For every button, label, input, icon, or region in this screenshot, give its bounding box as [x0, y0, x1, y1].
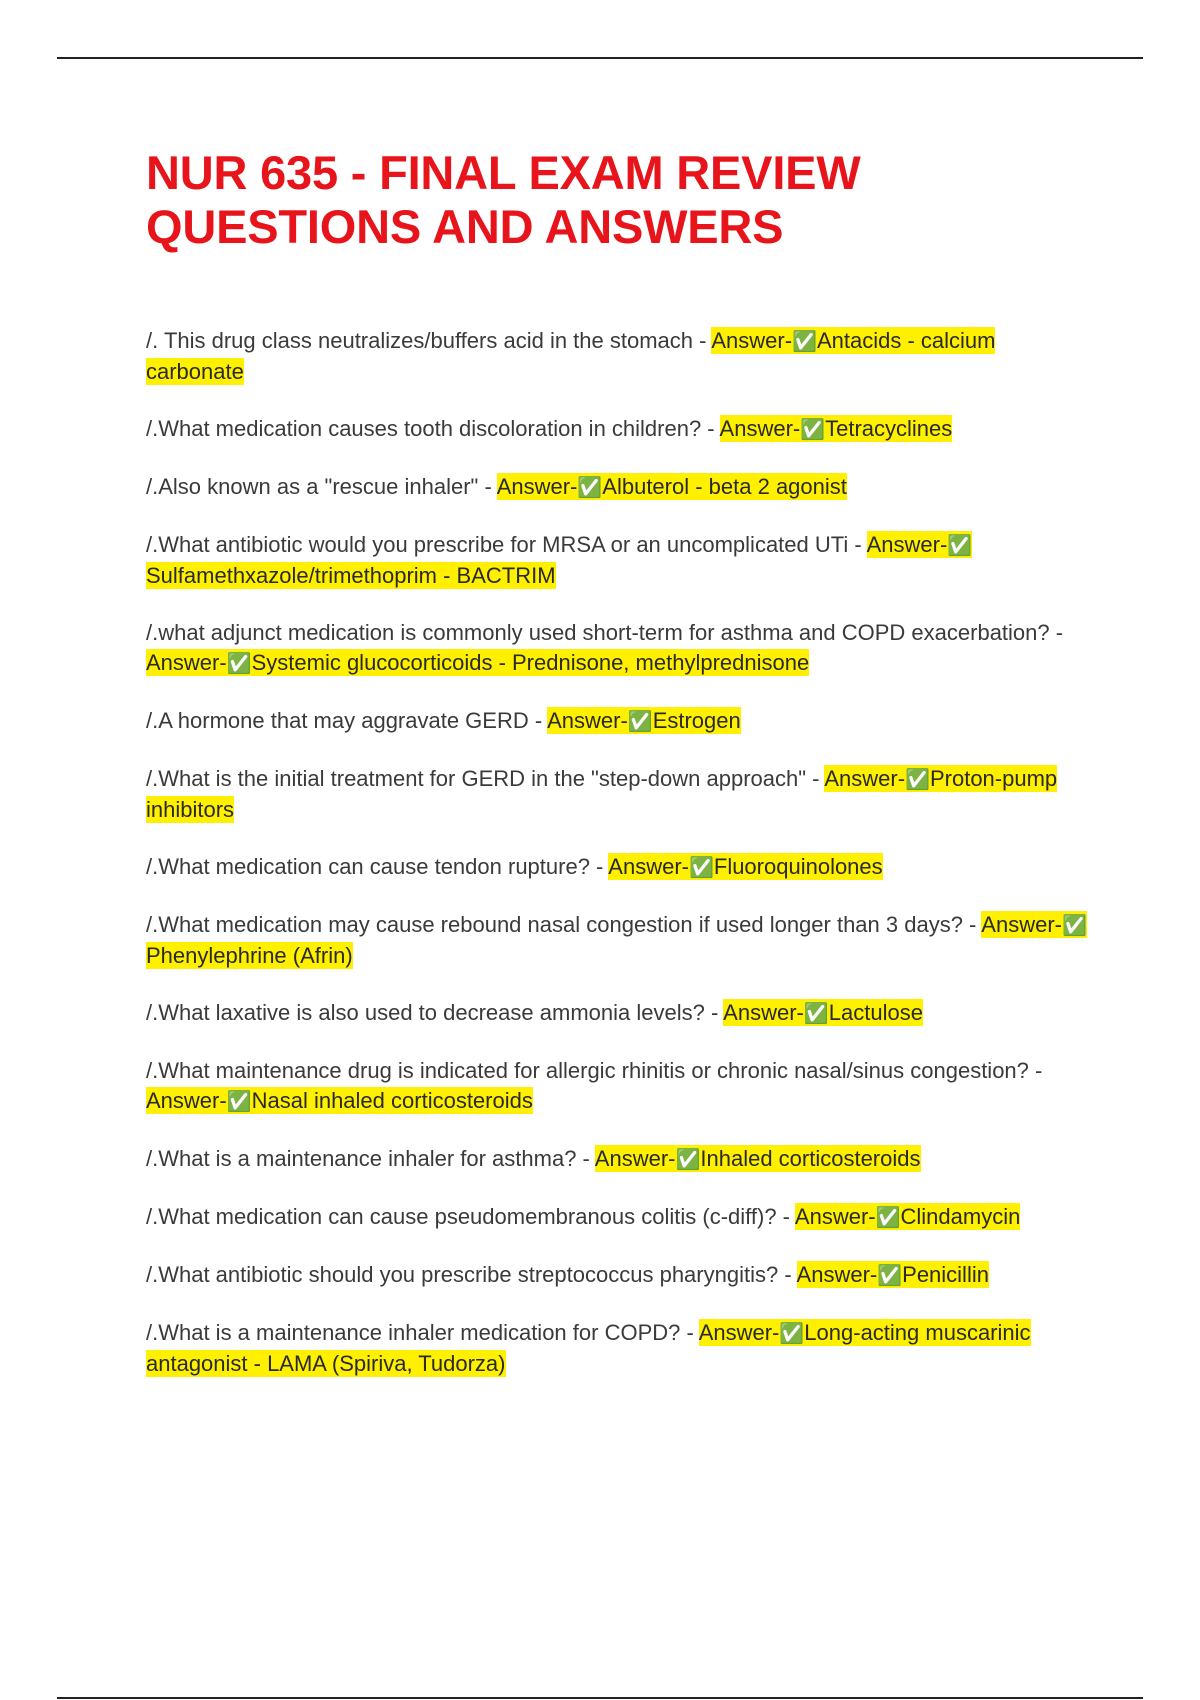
answer-text: Lactulose: [828, 1000, 923, 1025]
question-text: /.What maintenance drug is indicated for allergic rhinitis or chronic nasal/sinus congestion? -: [146, 1058, 1043, 1083]
question-text: /.What is a maintenance inhaler medication for COPD? -: [146, 1320, 699, 1345]
checkmark-icon: ✅: [779, 1323, 805, 1345]
question-text: /.What antibiotic should you prescribe streptococcus pharyngitis? -: [146, 1262, 797, 1287]
qa-item: [146, 910, 1096, 971]
qa-item: [146, 998, 1096, 1029]
qa-item: [146, 1260, 1096, 1291]
answer-text: Systemic glucocorticoids - Prednisone, methylprednisone: [251, 650, 810, 675]
answer-prefix: Answer-: [723, 1000, 804, 1025]
question-text: /.What is the initial treatment for GERD in the "step-down approach" -: [146, 766, 825, 791]
answer-text: Clindamycin: [900, 1204, 1021, 1229]
answer-text: Penicillin: [902, 1262, 989, 1287]
checkmark-icon: ✅: [947, 535, 973, 557]
answer-prefix: Answer-: [547, 708, 628, 733]
question-text: /.Also known as a "rescue inhaler" -: [146, 474, 497, 499]
question-text: /.What is a maintenance inhaler for asthma? -: [146, 1146, 595, 1171]
answer-text: Nasal inhaled corticosteroids: [251, 1088, 533, 1113]
answer-prefix: Answer-: [866, 532, 948, 557]
answer-highlight: [720, 415, 953, 442]
answer-highlight: [608, 853, 882, 880]
question-text: /.What medication may cause rebound nasal congestion if used longer than 3 days? -: [146, 912, 982, 937]
answer-highlight: [723, 999, 923, 1026]
question-text: /.What medication can cause pseudomembranous colitis (c-diff)? -: [146, 1204, 795, 1229]
question-text: /.What medication causes tooth discoloration in children? -: [146, 416, 720, 441]
checkmark-icon: ✅: [226, 1091, 252, 1113]
answer-text: Fluoroquinolones: [713, 854, 883, 879]
document-title: [146, 146, 1096, 254]
answer-prefix: Answer-: [594, 1146, 676, 1171]
qa-item: [146, 1056, 1096, 1117]
answer-prefix: Answer-: [981, 912, 1062, 937]
answer-prefix: Answer-: [496, 474, 578, 499]
qa-item: [146, 326, 1096, 387]
answer-prefix: Answer-: [794, 1204, 876, 1229]
qa-item: [146, 530, 1096, 591]
answer-text: Long-acting muscarinic antagonist - LAMA (Spiriva, Tudorza): [146, 1320, 1031, 1376]
top-divider: [57, 57, 1143, 59]
checkmark-icon: ✅: [1061, 915, 1087, 937]
checkmark-icon: ✅: [688, 857, 714, 879]
answer-prefix: Answer-: [146, 1088, 227, 1113]
answer-text: Estrogen: [652, 708, 741, 733]
question-text: /.What laxative is also used to decrease ammonia levels? -: [146, 1000, 724, 1025]
answer-highlight: [146, 649, 809, 676]
answer-highlight: [497, 473, 847, 500]
qa-item: [146, 1144, 1096, 1175]
answer-text: Tetracyclines: [825, 416, 953, 441]
answer-text: Inhaled corticosteroids: [700, 1146, 921, 1171]
answer-highlight: [547, 707, 741, 734]
answer-prefix: Answer-: [796, 1262, 878, 1287]
checkmark-icon: ✅: [675, 1149, 701, 1171]
question-text: /.A hormone that may aggravate GERD -: [146, 708, 548, 733]
answer-text: Phenylephrine (Afrin): [146, 943, 353, 968]
answer-highlight: [795, 1203, 1020, 1230]
question-text: /.What antibiotic would you prescribe for MRSA or an uncomplicated UTi -: [146, 532, 867, 557]
qa-item: [146, 472, 1096, 503]
checkmark-icon: ✅: [226, 653, 252, 675]
answer-text: Albuterol - beta 2 agonist: [602, 474, 847, 499]
document-title-line2: QUESTIONS AND ANSWERS: [146, 200, 784, 253]
qa-item: [146, 852, 1096, 883]
qa-item: [146, 1202, 1096, 1233]
answer-prefix: Answer-: [146, 650, 227, 675]
answer-text: Proton-pump inhibitors: [146, 766, 1058, 822]
checkmark-icon: ✅: [577, 477, 603, 499]
answer-highlight: [595, 1145, 921, 1172]
bottom-divider: [57, 1697, 1143, 1699]
answer-highlight: [797, 1261, 989, 1288]
qa-item: [146, 706, 1096, 737]
answer-text: Antacids - calcium carbonate: [146, 328, 996, 384]
question-text: /.What medication can cause tendon rupture? -: [146, 854, 609, 879]
checkmark-icon: ✅: [877, 1265, 903, 1287]
qa-item: [146, 414, 1096, 445]
qa-item: [146, 764, 1096, 825]
checkmark-icon: ✅: [792, 331, 817, 353]
answer-highlight: [146, 1087, 533, 1114]
checkmark-icon: ✅: [875, 1207, 901, 1229]
answer-prefix: Answer-: [824, 766, 906, 791]
question-text: /. This drug class neutralizes/buffers acid in the stomach -: [146, 328, 712, 353]
answer-prefix: Answer-: [608, 854, 689, 879]
checkmark-icon: ✅: [905, 769, 930, 791]
qa-item: [146, 618, 1096, 679]
qa-item: [146, 1318, 1096, 1379]
checkmark-icon: ✅: [803, 1003, 829, 1025]
qa-list: [146, 326, 1096, 1379]
answer-prefix: Answer-: [698, 1320, 780, 1345]
document-body: [146, 146, 1096, 1406]
question-text: /.what adjunct medication is commonly used short-term for asthma and COPD exacerbation? -: [146, 620, 1064, 645]
checkmark-icon: ✅: [627, 711, 653, 733]
answer-prefix: Answer-: [719, 416, 801, 441]
answer-prefix: Answer-: [711, 328, 793, 353]
document-title-line1: NUR 635 - FINAL EXAM REVIEW: [146, 146, 861, 199]
checkmark-icon: ✅: [800, 419, 826, 441]
answer-text: Sulfamethxazole/trimethoprim - BACTRIM: [146, 563, 556, 588]
